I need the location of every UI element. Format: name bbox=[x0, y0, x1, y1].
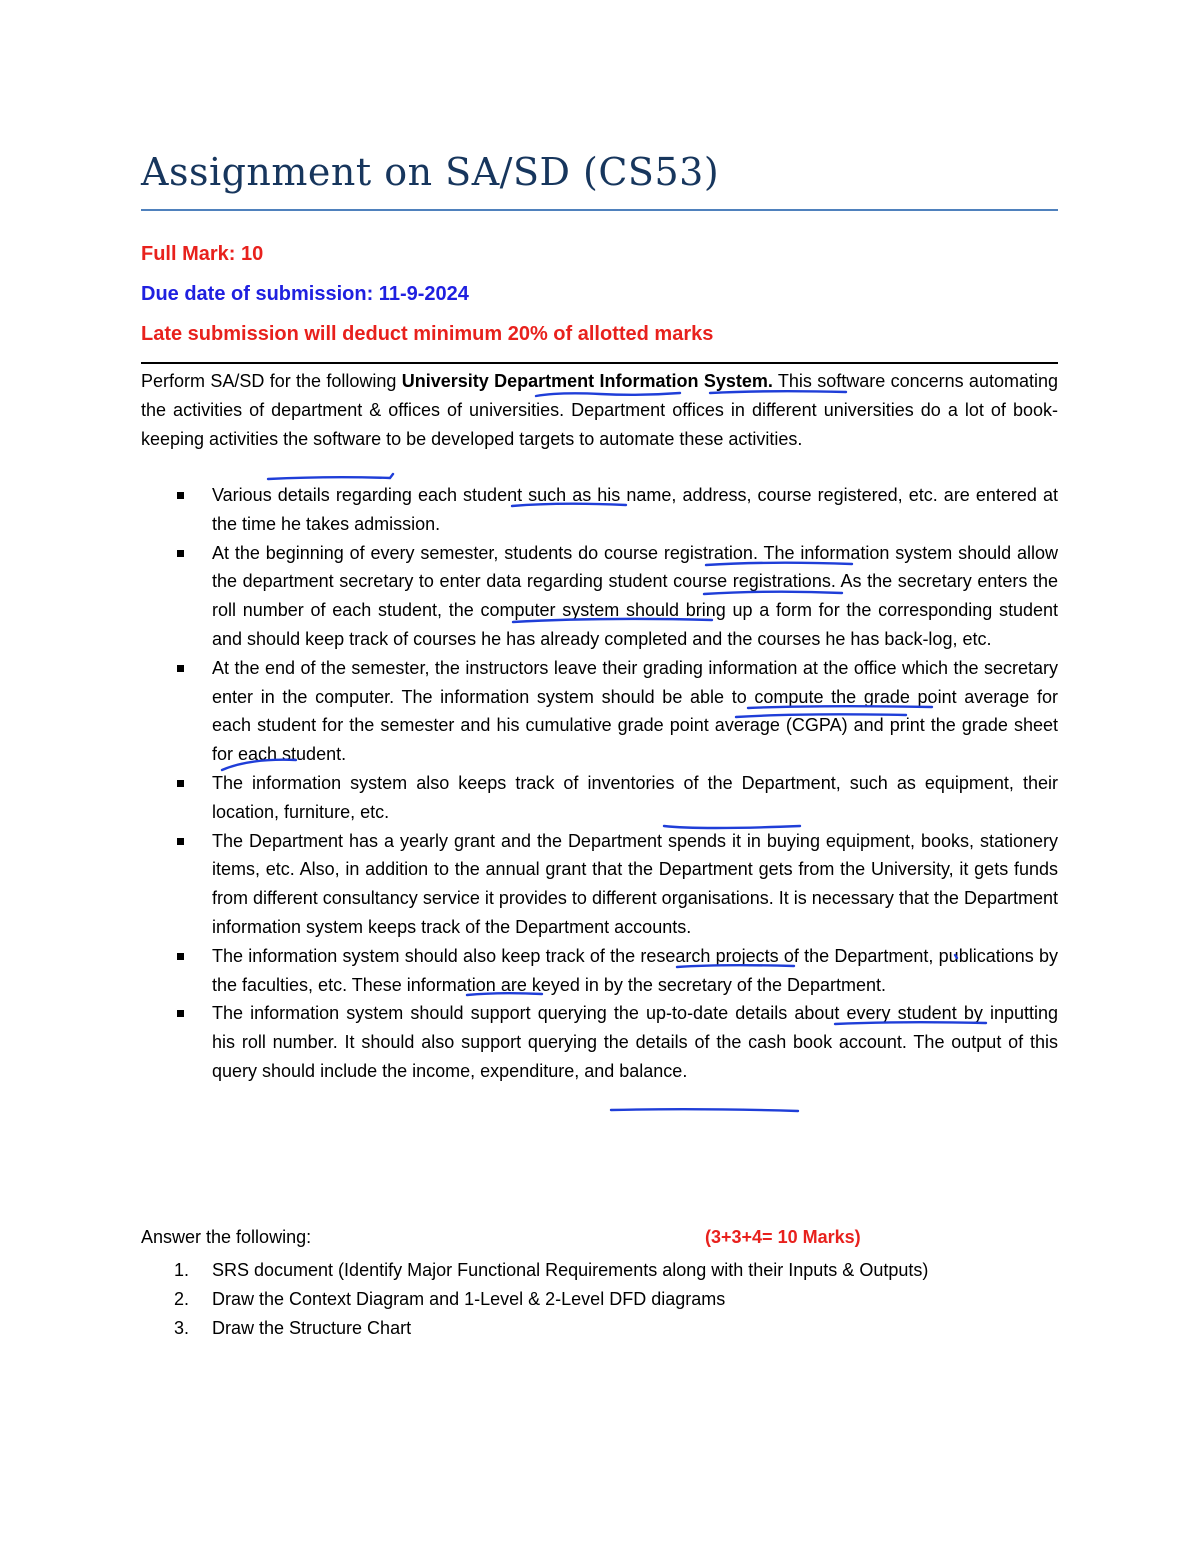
list-item: Various details regarding each student such as his name, address, course registered, etc. are entered at the time he takes admission. bbox=[141, 481, 1058, 539]
intro-paragraph bbox=[141, 367, 1058, 453]
list-item: The information system also keeps track of inventories of the Department, such as equipment, their location, furniture, etc. bbox=[141, 769, 1058, 827]
bullet-icon bbox=[177, 492, 184, 499]
list-item: The information system should support querying the up-to-date details about every student by inputting his roll number. It should also support querying the details of the cash book account. The output of this query should include the income, expenditure, and balance. bbox=[141, 999, 1058, 1085]
bullet-icon bbox=[177, 780, 184, 787]
question-item bbox=[141, 1285, 1058, 1314]
bullet-icon bbox=[177, 953, 184, 960]
list-item: At the end of the semester, the instructors leave their grading information at the office which the secretary enter in the computer. The information system should be able to compute the grade point average for each student for the semester and his cumulative grade point average (CGPA) and print the grade sheet for each student. bbox=[141, 654, 1058, 769]
full-mark: Full Mark: 10 bbox=[141, 243, 264, 265]
system-name: University Department Information System. bbox=[401, 371, 773, 391]
due-date: Due date of submission: 11-9-2024 bbox=[141, 283, 469, 305]
bullet-icon bbox=[177, 550, 184, 557]
intro-text-after: This software concerns automating the activities of department & offices of universities. Department offices in different universities do a lot of book-keeping activities the software to be developed targets to automate these activities. bbox=[141, 371, 1058, 449]
bullet-icon bbox=[177, 665, 184, 672]
question-text: Draw the Context Diagram and 1-Level & 2-Level DFD diagrams bbox=[212, 1288, 726, 1309]
underline-querying bbox=[611, 1109, 798, 1111]
bullet-icon bbox=[177, 838, 184, 845]
late-submission-note: Late submission will deduct minimum 20% of allotted marks bbox=[141, 323, 714, 345]
marks-breakdown: (3+3+4= 10 Marks) bbox=[705, 1227, 861, 1247]
question-list bbox=[141, 1256, 1058, 1342]
requirements-list bbox=[141, 481, 1058, 1086]
underline-these-activities bbox=[268, 474, 393, 479]
header-divider bbox=[141, 362, 1058, 364]
question-text: Draw the Structure Chart bbox=[212, 1317, 412, 1338]
question-number: 3. bbox=[174, 1317, 190, 1338]
question-number: 1. bbox=[174, 1260, 190, 1280]
bullet-icon bbox=[177, 1010, 184, 1017]
list-item: The Department has a yearly grant and the Department spends it in buying equipment, books, stationery items, etc. Also, in addition to the annual grant that the Department gets from the University, it gets funds from different consultancy service it provides to different organisations. It is necessary that the Department information system keeps track of the Department accounts. bbox=[141, 827, 1058, 942]
intro-text-before: Perform SA/SD for the following bbox=[141, 371, 402, 391]
page-title: Assignment on SA/SD (CS53) bbox=[141, 150, 720, 194]
question-item bbox=[141, 1256, 1058, 1285]
list-item: At the beginning of every semester, students do course registration. The information system should allow the department secretary to enter data regarding student course registrations. As the secretary enters the roll number of each student, the computer system should bring up a form for the corresponding student and should keep track of courses he has already completed and the courses he has back-log, etc. bbox=[141, 539, 1058, 654]
title-divider bbox=[141, 209, 1058, 211]
list-item: The information system should also keep track of the research projects of the Department, publications by the faculties, etc. These information are keyed in by the secretary of the Department. bbox=[141, 942, 1058, 1000]
question-number: 2. bbox=[174, 1288, 190, 1309]
answer-label: Answer the following: bbox=[141, 1227, 312, 1247]
question-text: SRS document (Identify Major Functional Requirements along with their Inputs & Outputs) bbox=[212, 1260, 929, 1280]
question-item bbox=[141, 1314, 1058, 1343]
answer-heading bbox=[141, 1227, 1058, 1257]
